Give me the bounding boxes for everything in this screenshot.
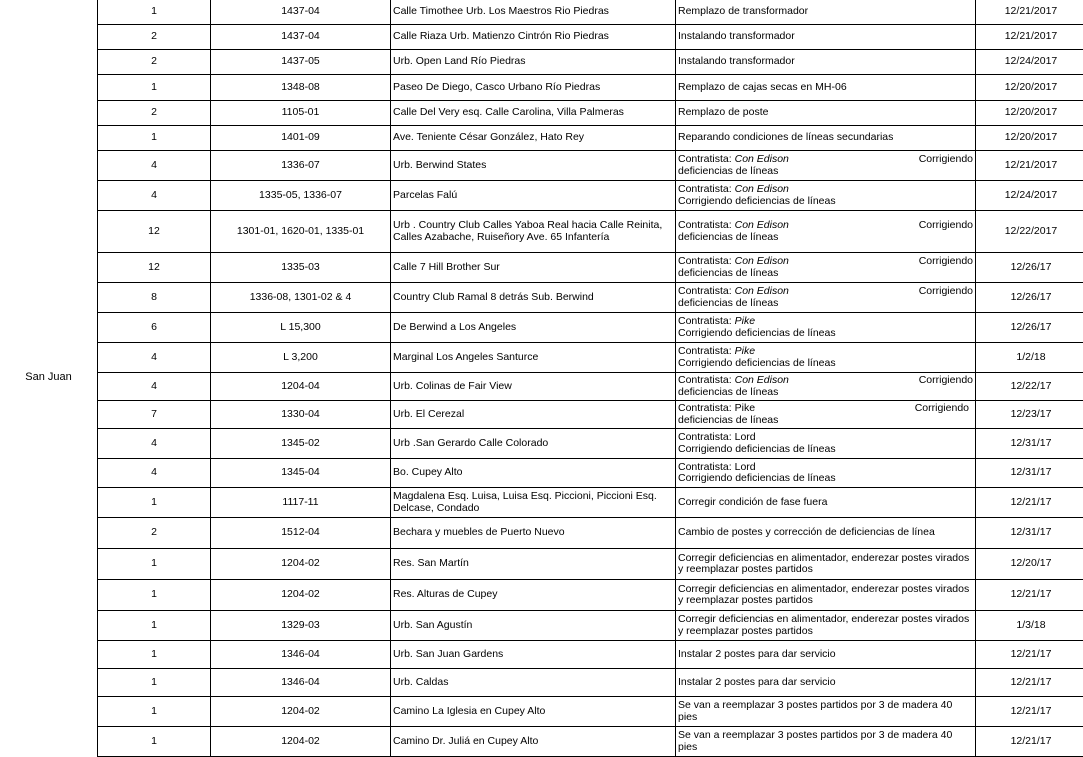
table-row	[98, 373, 1083, 401]
table-row	[98, 126, 1083, 151]
location-cell: Camino Dr. Juliá en Cupey Alto	[391, 727, 676, 757]
location-cell: Parcelas Falú	[391, 181, 676, 211]
date-cell: 12/20/2017	[976, 75, 1083, 101]
work-cell	[676, 373, 976, 401]
feeder-cell: 1301-01, 1620-01, 1335-01	[211, 211, 391, 253]
work-cell: Corregir deficiencias en alimentador, enderezar postes virados y reemplazar postes partidos	[676, 580, 976, 611]
date-cell: 12/20/2017	[976, 126, 1083, 151]
work-description: Corrigiendo deficiencias de líneas	[678, 444, 973, 456]
table-row	[98, 669, 1083, 697]
feeder-cell: L 3,200	[211, 343, 391, 373]
work-cell: Instalando transformador	[676, 25, 976, 50]
work-cell: Remplazo de transformador	[676, 0, 976, 25]
feeder-cell: 1335-05, 1336-07	[211, 181, 391, 211]
date-cell: 12/21/17	[976, 669, 1083, 697]
table-row	[98, 181, 1083, 211]
table-row	[98, 727, 1083, 757]
contractor-label: Contratista:	[678, 255, 735, 267]
table-row	[98, 641, 1083, 669]
work-cell	[676, 401, 976, 429]
brigades-cell: 2	[98, 518, 211, 549]
brigades-cell: 2	[98, 25, 211, 50]
table-row	[98, 283, 1083, 313]
table-row	[98, 0, 1083, 25]
feeder-cell: 1336-07	[211, 151, 391, 181]
brigades-cell: 1	[98, 75, 211, 101]
work-cell: Cambio de postes y corrección de deficiencias de línea	[676, 518, 976, 549]
date-cell: 12/20/17	[976, 549, 1083, 580]
feeder-cell: 1336-08, 1301-02 & 4	[211, 283, 391, 313]
location-cell: Urb. Open Land Río Piedras	[391, 50, 676, 75]
location-cell: Camino La Iglesia en Cupey Alto	[391, 697, 676, 727]
date-cell: 12/31/17	[976, 459, 1083, 488]
brigades-cell: 7	[98, 401, 211, 429]
location-cell: Paseo De Diego, Casco Urbano Río Piedras	[391, 75, 676, 101]
feeder-cell: 1204-02	[211, 580, 391, 611]
brigades-cell: 4	[98, 343, 211, 373]
brigades-cell: 12	[98, 253, 211, 283]
work-description: deficiencias de líneas	[678, 387, 973, 399]
work-status: Corrigiendo	[919, 375, 973, 387]
date-cell: 12/31/17	[976, 518, 1083, 549]
feeder-cell: 1345-02	[211, 429, 391, 459]
location-cell: Calle Timothee Urb. Los Maestros Rio Piedras	[391, 0, 676, 25]
location-cell: Urb. Colinas de Fair View	[391, 373, 676, 401]
brigades-cell: 4	[98, 459, 211, 488]
location-cell: Calle Del Very esq. Calle Carolina, Villa Palmeras	[391, 101, 676, 126]
feeder-cell: 1204-04	[211, 373, 391, 401]
brigades-cell: 1	[98, 697, 211, 727]
table-row	[98, 401, 1083, 429]
feeder-cell: L 15,300	[211, 313, 391, 343]
feeder-cell: 1345-04	[211, 459, 391, 488]
date-cell: 12/24/2017	[976, 181, 1083, 211]
contractor-name: Con Edison	[735, 183, 789, 195]
date-cell: 12/21/2017	[976, 151, 1083, 181]
work-cell	[676, 343, 976, 373]
table-row	[98, 101, 1083, 126]
location-cell: Urb. Caldas	[391, 669, 676, 697]
work-status: Corrigiendo	[919, 256, 973, 268]
location-cell: Res. Alturas de Cupey	[391, 580, 676, 611]
table-row	[98, 580, 1083, 611]
feeder-cell: 1105-01	[211, 101, 391, 126]
date-cell: 12/21/17	[976, 697, 1083, 727]
brigades-cell: 1	[98, 611, 211, 641]
contractor-label: Contratista:	[678, 153, 735, 165]
contractor-name: Pike	[735, 345, 755, 357]
table-row	[98, 518, 1083, 549]
feeder-cell: 1117-11	[211, 488, 391, 518]
date-cell: 12/22/17	[976, 373, 1083, 401]
brigades-cell: 1	[98, 488, 211, 518]
location-cell: De Berwind a Los Angeles	[391, 313, 676, 343]
feeder-cell: 1437-04	[211, 25, 391, 50]
brigades-cell: 4	[98, 181, 211, 211]
location-cell: Marginal Los Angeles Santurce	[391, 343, 676, 373]
location-cell: Urb. Berwind States	[391, 151, 676, 181]
location-cell: Urb .San Gerardo Calle Colorado	[391, 429, 676, 459]
brigades-cell: 2	[98, 50, 211, 75]
brigades-cell: 1	[98, 126, 211, 151]
feeder-cell: 1437-04	[211, 0, 391, 25]
work-cell	[676, 151, 976, 181]
date-cell: 12/23/17	[976, 401, 1083, 429]
work-cell	[676, 313, 976, 343]
feeder-cell: 1330-04	[211, 401, 391, 429]
table-row	[98, 429, 1083, 459]
contractor-label: Contratista:	[678, 285, 735, 297]
table-row	[98, 549, 1083, 580]
work-cell: Instalando transformador	[676, 50, 976, 75]
work-status: Corrigiendo	[919, 220, 973, 232]
date-cell: 12/26/17	[976, 283, 1083, 313]
contractor-name: Con Edison	[735, 219, 789, 231]
work-cell: Corregir deficiencias en alimentador, enderezar postes virados y reemplazar postes partidos	[676, 611, 976, 641]
contractor-name: Con Edison	[735, 153, 789, 165]
feeder-cell: 1348-08	[211, 75, 391, 101]
brigades-cell: 4	[98, 373, 211, 401]
work-cell: Corregir deficiencias en alimentador, enderezar postes virados y reemplazar postes partidos	[676, 549, 976, 580]
location-cell: Ave. Teniente César González, Hato Rey	[391, 126, 676, 151]
location-cell: Urb. El Cerezal	[391, 401, 676, 429]
date-cell: 12/22/2017	[976, 211, 1083, 253]
work-cell	[676, 283, 976, 313]
brigades-cell: 6	[98, 313, 211, 343]
contractor-label: Contratista:	[678, 345, 735, 357]
work-cell: Se van a reemplazar 3 postes partidos por 3 de madera 40 pies	[676, 727, 976, 757]
feeder-cell: 1512-04	[211, 518, 391, 549]
feeder-cell: 1204-02	[211, 697, 391, 727]
work-cell: Remplazo de poste	[676, 101, 976, 126]
work-status: Corrigiendo	[919, 286, 973, 298]
contractor-label: Contratista:	[678, 219, 735, 231]
brigades-cell: 4	[98, 429, 211, 459]
location-cell: Urb. San Agustín	[391, 611, 676, 641]
date-cell: 1/3/18	[976, 611, 1083, 641]
contractor-label: Contratista: Lord	[678, 461, 756, 473]
work-cell	[676, 429, 976, 459]
date-cell: 12/20/2017	[976, 101, 1083, 126]
work-orders-table	[97, 0, 1083, 757]
date-cell: 12/21/17	[976, 727, 1083, 757]
work-cell: Remplazo de cajas secas en MH-06	[676, 75, 976, 101]
feeder-cell: 1204-02	[211, 549, 391, 580]
location-cell: Calle 7 Hill Brother Sur	[391, 253, 676, 283]
contractor-name: Pike	[735, 315, 755, 327]
feeder-cell: 1401-09	[211, 126, 391, 151]
table-row	[98, 459, 1083, 488]
work-cell: Instalar 2 postes para dar servicio	[676, 669, 976, 697]
location-cell: Bechara y muebles de Puerto Nuevo	[391, 518, 676, 549]
contractor-label: Contratista:	[678, 374, 735, 386]
feeder-cell: 1329-03	[211, 611, 391, 641]
table-row	[98, 697, 1083, 727]
table-row	[98, 313, 1083, 343]
work-description: deficiencias de líneas	[678, 166, 973, 178]
location-cell: Bo. Cupey Alto	[391, 459, 676, 488]
work-description: deficiencias de líneas	[678, 298, 973, 310]
contractor-label: Contratista: Pike	[678, 402, 755, 414]
contractor-name: Con Edison	[735, 255, 789, 267]
brigades-cell: 8	[98, 283, 211, 313]
brigades-cell: 1	[98, 580, 211, 611]
date-cell: 12/26/17	[976, 253, 1083, 283]
work-description: Corrigiendo deficiencias de líneas	[678, 196, 973, 208]
table-row	[98, 50, 1083, 75]
brigades-cell: 1	[98, 641, 211, 669]
date-cell: 12/21/17	[976, 641, 1083, 669]
date-cell: 12/21/17	[976, 580, 1083, 611]
region-label: San Juan	[0, 0, 97, 753]
location-cell: Magdalena Esq. Luisa, Luisa Esq. Piccioni, Piccioni Esq. Delcase, Condado	[391, 488, 676, 518]
brigades-cell: 1	[98, 549, 211, 580]
table-row	[98, 211, 1083, 253]
contractor-label: Contratista: Lord	[678, 431, 756, 443]
work-description: deficiencias de líneas	[678, 232, 973, 244]
work-cell	[676, 181, 976, 211]
date-cell: 12/21/2017	[976, 25, 1083, 50]
date-cell: 12/26/17	[976, 313, 1083, 343]
brigades-cell: 2	[98, 101, 211, 126]
feeder-cell: 1335-03	[211, 253, 391, 283]
work-status: Corrigiendo	[919, 154, 973, 166]
work-description: deficiencias de líneas	[678, 415, 973, 427]
feeder-cell: 1204-02	[211, 727, 391, 757]
location-cell: Country Club Ramal 8 detrás Sub. Berwind	[391, 283, 676, 313]
work-cell: Se van a reemplazar 3 postes partidos por 3 de madera 40 pies	[676, 697, 976, 727]
brigades-cell: 1	[98, 0, 211, 25]
location-cell: Urb. San Juan Gardens	[391, 641, 676, 669]
contractor-name: Con Edison	[735, 285, 789, 297]
brigades-cell: 12	[98, 211, 211, 253]
work-description: deficiencias de líneas	[678, 268, 973, 280]
contractor-name: Con Edison	[735, 374, 789, 386]
contractor-label: Contratista:	[678, 183, 735, 195]
work-cell: Instalar 2 postes para dar servicio	[676, 641, 976, 669]
work-cell	[676, 253, 976, 283]
feeder-cell: 1437-05	[211, 50, 391, 75]
date-cell: 12/21/17	[976, 488, 1083, 518]
brigades-cell: 1	[98, 669, 211, 697]
brigades-cell: 4	[98, 151, 211, 181]
table-row	[98, 488, 1083, 518]
contractor-label: Contratista:	[678, 315, 735, 327]
work-cell: Reparando condiciones de líneas secundarias	[676, 126, 976, 151]
work-description: Corrigiendo deficiencias de líneas	[678, 328, 973, 340]
table-row	[98, 253, 1083, 283]
date-cell: 12/24/2017	[976, 50, 1083, 75]
work-cell: Corregir condición de fase fuera	[676, 488, 976, 518]
date-cell: 12/31/17	[976, 429, 1083, 459]
location-cell: Res. San Martín	[391, 549, 676, 580]
table-row	[98, 343, 1083, 373]
work-description: Corrigiendo deficiencias de líneas	[678, 358, 973, 370]
date-cell: 12/21/2017	[976, 0, 1083, 25]
feeder-cell: 1346-04	[211, 669, 391, 697]
table-row	[98, 151, 1083, 181]
work-cell	[676, 211, 976, 253]
work-cell	[676, 459, 976, 488]
table-row	[98, 611, 1083, 641]
table-row	[98, 25, 1083, 50]
date-cell: 1/2/18	[976, 343, 1083, 373]
work-description: Corrigiendo deficiencias de líneas	[678, 473, 973, 485]
feeder-cell: 1346-04	[211, 641, 391, 669]
work-status: Corrigiendo	[915, 403, 969, 415]
brigades-cell: 1	[98, 727, 211, 757]
table-row	[98, 75, 1083, 101]
location-cell: Calle Riaza Urb. Matienzo Cintrón Rio Piedras	[391, 25, 676, 50]
location-cell: Urb . Country Club Calles Yaboa Real hacia Calle Reinita, Calles Azabache, Ruiseñory Ave. 65 Infantería	[391, 211, 676, 253]
